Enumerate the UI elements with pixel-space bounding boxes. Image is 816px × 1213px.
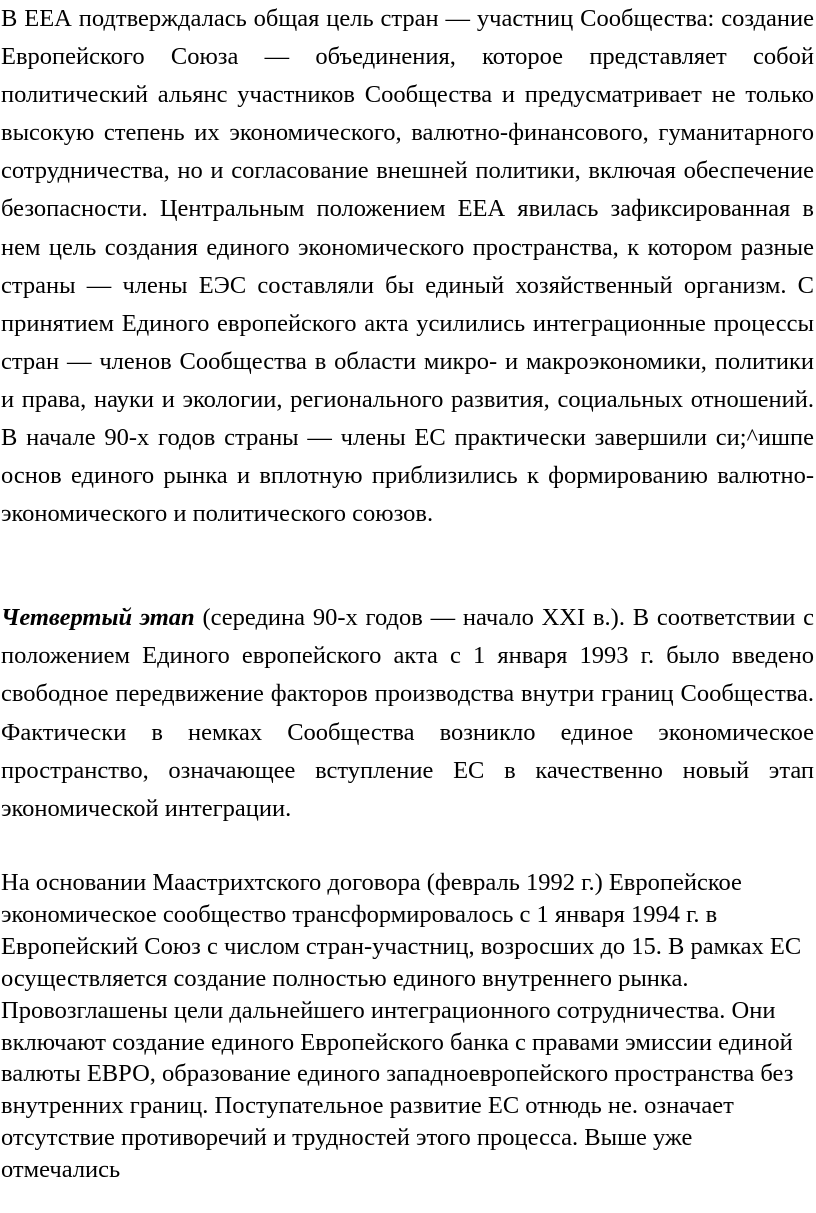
stage-heading: Четвертый этап [1, 604, 195, 631]
paragraph-maastricht: На основании Маастрихтского договора (февраль 1992 г.) Европейское экономическое сообщество трансформировалось с 1 января 1994 г. в Европейский Союз с числом стран-участниц, возросших до 15. В рамках ЕС осуществляется создание полностью единого внутреннего рынка. Провозглашены цели дальнейшего интеграционного сотрудничества. Они включают создание единого Европейского банка с правами эмиссии единой валюты ЕВРО, образование единого западноевропейского пространства без внутренних границ. Поступательное развитие ЕС отнюдь не. означает отсутствие противоречий и трудностей этого процесса. Выше уже отмечались [1, 869, 802, 1184]
stage-body: (середина 90-х годов — начало XXI в.). В соответствии с положением Единого европейского акта с 1 января 1993 г. было введено свободное передвижение факторов производства внутри границ Сообщества. Фактически в немках Сообщества возникло единое экономическое пространство, означающее вступление ЕС в качественно новый этап экономической интеграции. [1, 604, 815, 823]
paragraph-eea-goals: В ЕЕА подтверждалась общая цель стран — участниц Сообщества: создание Европейского Союза — объединения, которое представляет собой политический альянс участников Сообщества и предусматривает не только высокую степень их экономического, валютно-финансового, гуманитарного сотрудничества, но и согласование внешней политики, включая обеспечение безопасности. Центральным положением ЕЕА явилась зафиксированная в нем цель создания единого экономического пространства, к котором разные страны — члены ЕЭС составляли бы единый хозяйственный организм. С принятием Единого европейского акта усилились интеграционные процессы стран — членов Сообщества в области микро- и макроэкономики, политики и права, науки и экологии, регионального развития, социальных отношений. В начале 90-х годов страны — члены ЕС практически завершили си;^ишпе основ единого рынка и вплотную приблизились к формированию валютно-экономического и политического союзов. [1, 5, 814, 528]
paragraph-fourth-stage [1, 599, 814, 828]
